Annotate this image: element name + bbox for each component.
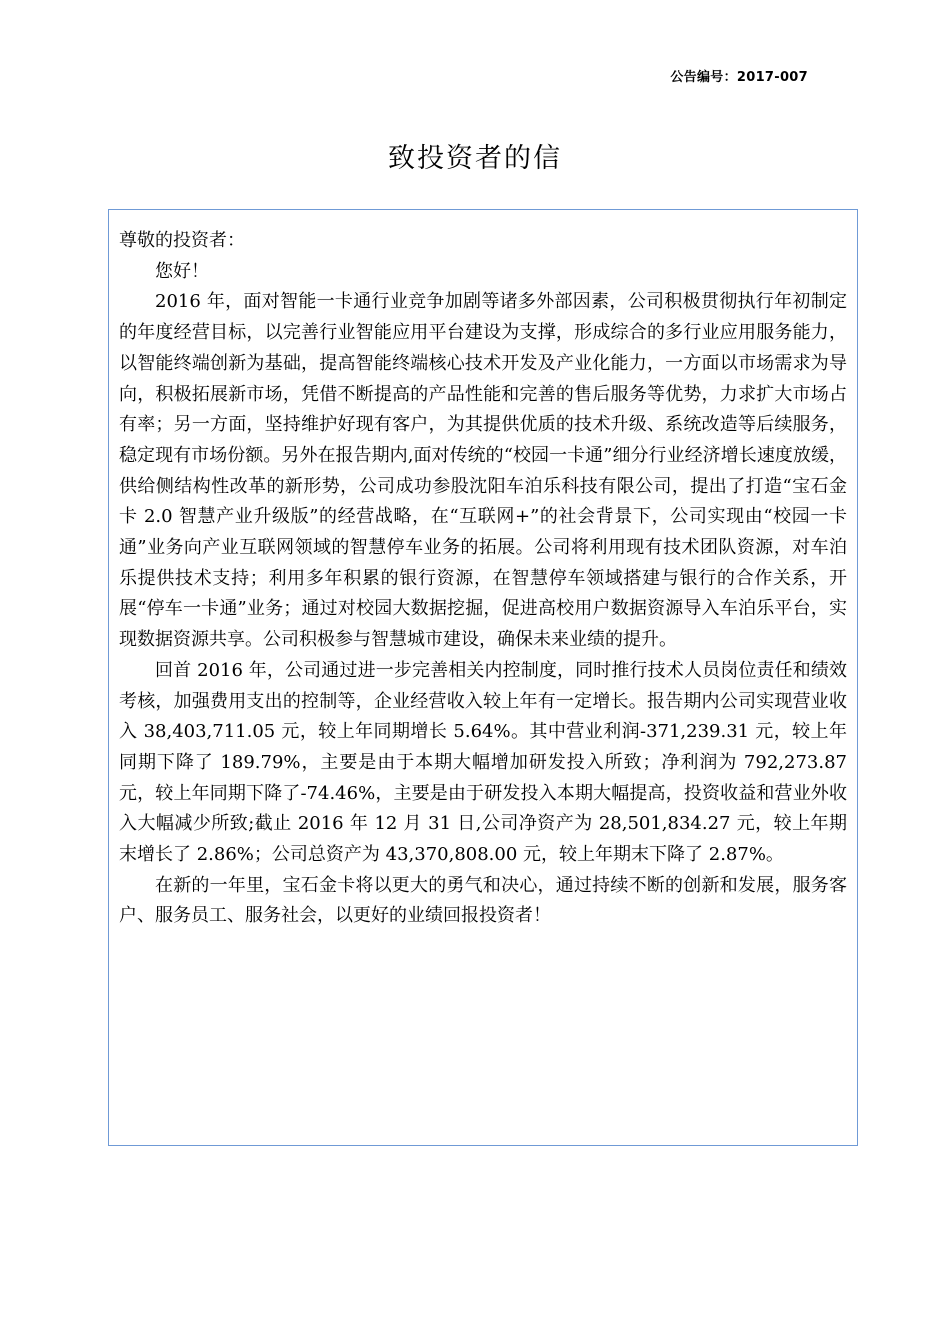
notice-number: 公告编号：2017-007 [670,70,808,85]
salutation: 尊敬的投资者： [119,230,245,251]
letter-box [108,209,858,1146]
letter-paragraph: 回首 2016 年，公司通过进一步完善相关内控制度，同时推行技术人员岗位责任和绩效考核，加强费用支出的控制等，企业经营收入较上年有一定增长。报告期内公司实现营业收入 38,403,711.05 元，较上年同期增长 5.64%。其中营业利润-371,239.31 元，较上年同期下降了 189.79%，主要是由于本期大幅增加研发投入所致；净利润为 792,273.87 元，较上年同期下降了-74.46%，主要是由于研发投入本期大幅提高，投资收益和营业外收入大幅减少所致;截止 2016 年 12 月 31 日,公司净资产为 28,501,834.27 元，较上年期末增长了 2.86%；公司总资产为 43,370,808.00 元，较上年期末下降了 2.87%。 [119,659,847,866]
letter-paragraph: 在新的一年里，宝石金卡将以更大的勇气和决心，通过持续不断的创新和发展，服务客户、服务员工、服务社会，以更好的业绩回报投资者！ [119,874,847,927]
letter-paragraph: 2016 年，面对智能一卡通行业竞争加剧等诸多外部因素，公司积极贯彻执行年初制定的年度经营目标，以完善行业智能应用平台建设为支撑，形成综合的多行业应用服务能力，以智能终端创新为基础，提高智能终端核心技术开发及产业化能力，一方面以市场需求为导向，积极拓展新市场，凭借不断提高的产品性能和完善的售后服务等优势，力求扩大市场占有率；另一方面，坚持维护好现有客户，为其提供优质的技术升级、系统改造等后续服务，稳定现有市场份额。另外在报告期内,面对传统的“校园一卡通”细分行业经济增长速度放缓，供给侧结构性改革的新形势，公司成功参股沈阳车泊乐科技有限公司，提出了打造“宝石金卡 2.0 智慧产业升级版”的经营战略，在“互联网+”的社会背景下，公司实现由“校园一卡通”业务向产业互联网领域的智慧停车业务的拓展。公司将利用现有技术团队资源，对车泊乐提供技术支持；利用多年积累的银行资源，在智慧停车领域搭建与银行的合作关系，开展“停车一卡通”业务；通过对校园大数据挖掘，促进高校用户数据资源导入车泊乐平台，实现数据资源共享。公司积极参与智慧城市建设，确保未来业绩的提升。 [119,291,847,651]
page-title: 致投资者的信 [388,143,562,175]
greeting: 您好！ [155,260,209,282]
